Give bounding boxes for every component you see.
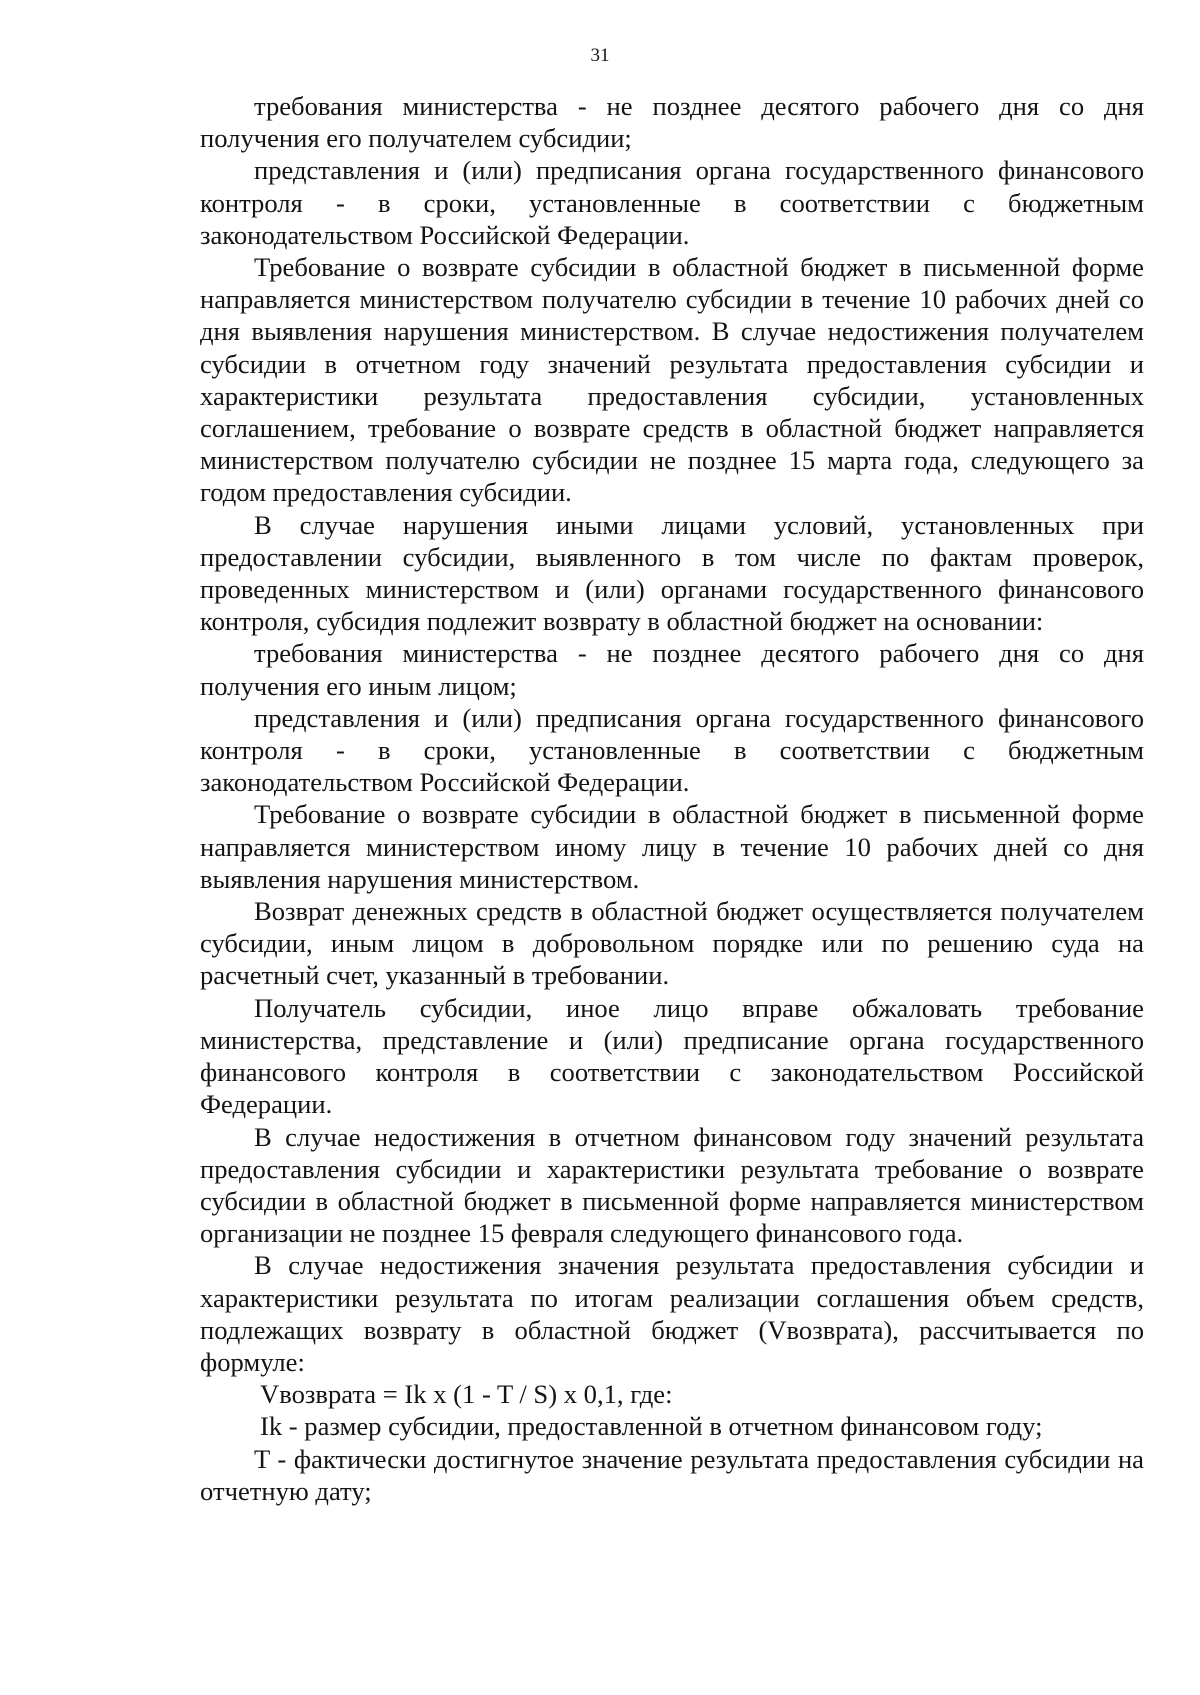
document-body	[200, 90, 1144, 1507]
paragraph-appeal-right: Получатель субсидии, иное лицо вправе обжаловать требование министерства, представление и (или) предписание органа государственного финансового контроля в соответствии с законодательством Российской Федерации.	[200, 992, 1144, 1120]
paragraph-refund-demand-recipient: Требование о возврате субсидии в областной бюджет в письменной форме направляется министерством получателю субсидии в течение 10 рабочих дней со дня выявления нарушения министерством. В случае недостижения получателем субсидии в отчетном году значений результата предоставления субсидии и характеристики результата предоставления субсидии, установленных соглашением, требование о возврате средств в областной бюджет направляется министерством получателю субсидии не позднее 15 марта года, следующего за годом предоставления субсидии.	[200, 252, 1144, 508]
paragraph-requirement-recipient: требования министерства - не позднее десятого рабочего дня со дня получения его получателем субсидии;	[200, 91, 1144, 154]
paragraph-refund-volume: В случае недостижения значения результата предоставления субсидии и характеристики результата по итогам реализации соглашения объем средств, подлежащих возврату в областной бюджет (Vвозврата), рассчитывается по формуле:	[200, 1250, 1144, 1377]
page-number: 31	[590, 45, 610, 66]
paragraph-refund-demand-other-person: Требование о возврате субсидии в областной бюджет в письменной форме направляется министерством иному лицу в течение 10 рабочих дней со дня выявления нарушения министерством.	[200, 799, 1144, 894]
paragraph-control-order-other-person: представления и (или) предписания органа государственного финансового контроля - в сроки, установленные в соответствии с бюджетным законодательством Российской Федерации.	[200, 702, 1144, 798]
paragraph-requirement-other-person: требования министерства - не позднее десятого рабочего дня со дня получения его иным лицом;	[200, 638, 1144, 701]
refund-formula: Vвозврата = Ik x (1 - T / S) x 0,1, где:	[260, 1379, 673, 1410]
definition-ik: Ik - размер субсидии, предоставленной в отчетном финансовом году;	[260, 1411, 1043, 1442]
paragraph-control-order-recipient: представления и (или) предписания органа государственного финансового контроля - в сроки, установленные в соответствии с бюджетным законодательством Российской Федерации.	[200, 155, 1144, 250]
paragraph-other-persons-violation: В случае нарушения иными лицами условий, установленных при предоставлении субсидии, выявленного в том числе по фактам проверок, проведенных министерством и (или) органами государственного финансового контроля, субсидия подлежит возврату в областной бюджет на основании:	[200, 509, 1144, 637]
definition-t: T - фактически достигнутое значение результата предоставления субсидии на отчетную дату;	[200, 1443, 1144, 1506]
paragraph-result-not-achieved: В случае недостижения в отчетном финансовом году значений результата предоставления субсидии и характеристики результата требование о возврате субсидии в областной бюджет в письменной форме направляется министерством организации не позднее 15 февраля следующего финансового года.	[200, 1121, 1144, 1249]
paragraph-refund-procedure: Возврат денежных средств в областной бюджет осуществляется получателем субсидии, иным лицом в добровольном порядке или по решению суда на расчетный счет, указанный в требовании.	[200, 896, 1144, 991]
